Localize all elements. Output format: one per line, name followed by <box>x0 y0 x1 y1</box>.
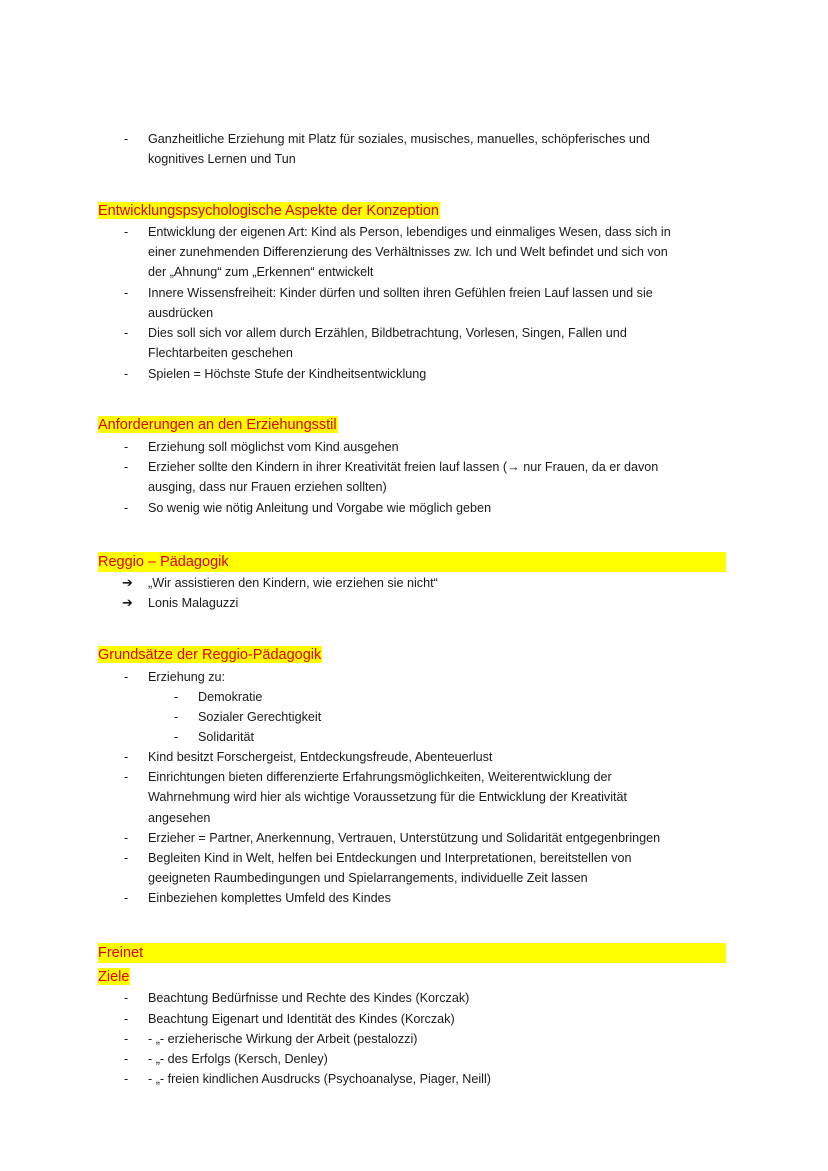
list-item-cont: ausging, dass nur Frauen erziehen sollten) <box>148 480 387 494</box>
section-heading: Anforderungen an den Erziehungsstil <box>98 417 337 433</box>
list-item-cont: ausdrücken <box>148 306 214 320</box>
bullet-dash: - <box>124 367 129 381</box>
bullet-dash: - <box>124 991 129 1005</box>
list-item: Einbeziehen komplettes Umfeld des Kindes <box>148 891 391 905</box>
sub-list-item: Sozialer Gerechtigkeit <box>198 710 322 724</box>
intro-line: Ganzheitliche Erziehung mit Platz für soziales, musisches, manuelles, schöpferisches und <box>148 132 650 146</box>
list-item: Beachtung Bedürfnisse und Rechte des Kindes (Korczak) <box>148 991 470 1005</box>
list-item-cont: geeigneten Raumbedingungen und Spielarrangements, individuelle Zeit lassen <box>148 871 588 885</box>
list-item: Erzieher sollte den Kindern in ihrer Kreativität freien lauf lassen (→ nur Frauen, da er davon <box>148 460 659 474</box>
list-item: Innere Wissensfreiheit: Kinder dürfen und sollten ihren Gefühlen freien Lauf lassen und sie <box>148 286 653 300</box>
section-heading: Grundsätze der Reggio-Pädagogik <box>98 647 322 663</box>
bullet-dash: - <box>124 460 129 474</box>
sub-list-item: Solidarität <box>198 730 255 744</box>
bullet-dash: - <box>124 770 129 784</box>
section-heading: Reggio – Pädagogik <box>98 554 229 570</box>
list-item: Begleiten Kind in Welt, helfen bei Entdeckungen und Interpretationen, bereitstellen von <box>148 851 632 865</box>
list-item-cont: Wahrnehmung wird hier als wichtige Voraussetzung für die Entwicklung der Kreativität <box>148 790 628 804</box>
bullet-dash: - <box>124 1032 129 1046</box>
list-item-cont: Flechtarbeiten geschehen <box>148 346 293 360</box>
list-item-cont: einer zunehmenden Differenzierung des Verhältnisses zw. Ich und Welt befindet und sich von <box>148 245 668 259</box>
list-item: Erzieher = Partner, Anerkennung, Vertrauen, Unterstützung und Solidarität entgegenbringen <box>148 831 661 845</box>
sub-heading: Ziele <box>98 969 130 985</box>
bullet-dash: - <box>124 851 129 865</box>
list-item: „Wir assistieren den Kindern, wie erziehen sie nicht“ <box>148 576 438 590</box>
sub-bullet-dash: - <box>174 690 179 704</box>
list-item: Spielen = Höchste Stufe der Kindheitsentwicklung <box>148 367 427 381</box>
bullet-dash: - <box>124 501 129 515</box>
bullet-dash: - <box>124 286 129 300</box>
sub-bullet-dash: - <box>174 730 179 744</box>
list-item: Erziehung zu: <box>148 670 226 684</box>
list-item: Kind besitzt Forschergeist, Entdeckungsfreude, Abenteuerlust <box>148 750 493 764</box>
bullet-dash: - <box>124 750 129 764</box>
section-heading: Freinet <box>98 945 144 961</box>
list-item: Dies soll sich vor allem durch Erzählen, Bildbetrachtung, Vorlesen, Singen, Fallen und <box>148 326 627 340</box>
sub-list-item: Demokratie <box>198 690 263 704</box>
highlight-bar <box>98 943 726 963</box>
list-item: Entwicklung der eigenen Art: Kind als Person, lebendiges und einmaliges Wesen, dass sich in <box>148 225 671 239</box>
list-item: Einrichtungen bieten differenzierte Erfahrungsmöglichkeiten, Weiterentwicklung der <box>148 770 612 784</box>
list-item: - „- erzieherische Wirkung der Arbeit (pestalozzi) <box>148 1032 418 1046</box>
sub-bullet-dash: - <box>174 710 179 724</box>
arrow-bullet-icon: ➔ <box>122 595 133 610</box>
intro-line: kognitives Lernen und Tun <box>148 152 296 166</box>
bullet-dash: - <box>124 326 129 340</box>
arrow-bullet-icon: ➔ <box>122 575 133 590</box>
section-heading: Entwicklungspsychologische Aspekte der Konzeption <box>98 203 439 219</box>
bullet-dash: - <box>124 132 129 146</box>
list-item-cont: der „Ahnung“ zum „Erkennen“ entwickelt <box>148 265 374 279</box>
bullet-dash: - <box>124 1012 129 1026</box>
list-item-cont: angesehen <box>148 811 211 825</box>
bullet-dash: - <box>124 831 129 845</box>
list-item: Lonis Malaguzzi <box>148 596 239 610</box>
bullet-dash: - <box>124 670 129 684</box>
bullet-dash: - <box>124 1052 129 1066</box>
bullet-dash: - <box>124 891 129 905</box>
list-item: Beachtung Eigenart und Identität des Kindes (Korczak) <box>148 1012 455 1026</box>
list-item: So wenig wie nötig Anleitung und Vorgabe wie möglich geben <box>148 501 492 515</box>
list-item: - „- des Erfolgs (Kersch, Denley) <box>148 1052 328 1066</box>
bullet-dash: - <box>124 440 129 454</box>
list-item: - „- freien kindlichen Ausdrucks (Psychoanalyse, Piager, Neill) <box>148 1072 491 1086</box>
bullet-dash: - <box>124 1072 129 1086</box>
list-item: Erziehung soll möglichst vom Kind ausgehen <box>148 440 399 454</box>
bullet-dash: - <box>124 225 129 239</box>
